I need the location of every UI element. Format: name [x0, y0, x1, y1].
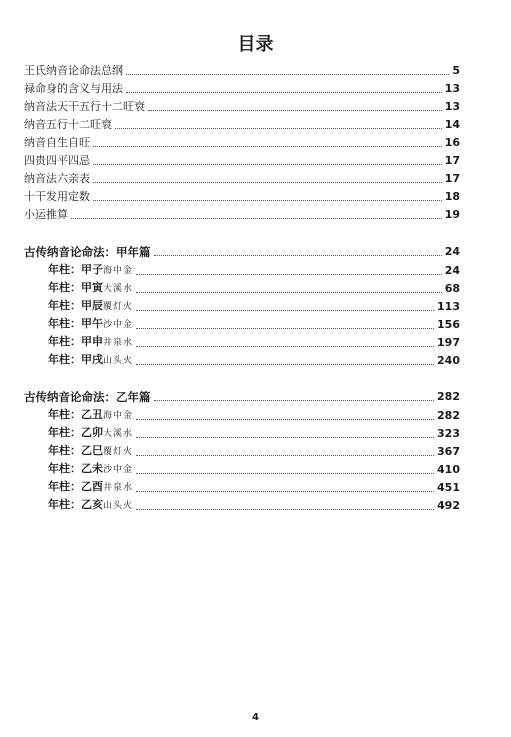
toc-entry[interactable] [24, 64, 460, 78]
toc-entry[interactable] [24, 172, 460, 186]
toc-subentry[interactable] [48, 354, 460, 368]
leader-dots [93, 182, 442, 183]
toc-entry-label: 禄命身的含义与用法 [24, 82, 123, 95]
toc-entry[interactable] [24, 190, 460, 204]
leader-dots [136, 491, 434, 492]
section-label: 古传纳音论命法：甲年篇 [24, 245, 151, 259]
subentry-page: 113 [437, 300, 460, 313]
leader-dots [148, 110, 442, 111]
toc-entry-label: 四贵四平四忌 [24, 154, 90, 167]
subentry-label: 年柱：甲午沙中金 [48, 317, 134, 330]
leader-dots [136, 509, 434, 510]
toc-subentry[interactable] [48, 318, 460, 332]
leader-dots [115, 128, 442, 129]
leader-dots [126, 92, 442, 93]
subentry-page: 197 [437, 336, 460, 349]
leader-dots [136, 473, 434, 474]
toc-entry-label: 王氏纳音论命法总纲 [24, 64, 123, 77]
footer-page-number: 4 [252, 712, 259, 723]
subentry-label: 年柱：甲申井泉水 [48, 335, 134, 348]
subentry-label: 年柱：乙卯大溪水 [48, 426, 134, 439]
leader-dots [154, 400, 435, 401]
toc-entry-page: 13 [444, 82, 460, 95]
subentry-page: 492 [437, 499, 460, 512]
leader-dots [71, 218, 442, 219]
toc-entry-page: 5 [452, 64, 460, 77]
subentry-label: 年柱：甲辰覆灯火 [48, 299, 134, 312]
toc-entry-page: 16 [444, 136, 460, 149]
subentry-page: 68 [444, 282, 460, 295]
leader-dots [136, 274, 442, 275]
toc-entry-page: 13 [444, 100, 460, 113]
toc-subentry[interactable] [48, 300, 460, 314]
toc-entry[interactable] [24, 82, 460, 96]
leader-dots [136, 364, 434, 365]
toc-entry-page: 17 [444, 154, 460, 167]
page-title: 目录 [237, 34, 274, 55]
section-page: 282 [437, 390, 460, 403]
toc-subentry[interactable] [48, 409, 460, 423]
toc-entry[interactable] [24, 118, 460, 132]
toc-entry-label: 小运推算 [24, 208, 68, 221]
subentry-page: 451 [437, 481, 460, 494]
subentry-label: 年柱：乙未沙中金 [48, 462, 134, 475]
subentry-page: 240 [437, 354, 460, 367]
toc-entry[interactable] [24, 154, 460, 168]
toc-section-heading[interactable] [24, 245, 460, 259]
toc-subentry[interactable] [48, 463, 460, 477]
subentry-label: 年柱：甲子海中金 [48, 263, 134, 276]
toc-subentry[interactable] [48, 481, 460, 495]
toc-entry[interactable] [24, 136, 460, 150]
toc-entry[interactable] [24, 100, 460, 114]
leader-dots [93, 164, 442, 165]
leader-dots [136, 328, 434, 329]
subentry-page: 156 [437, 318, 460, 331]
subentry-label: 年柱：甲寅大溪水 [48, 281, 134, 294]
toc-entry-label: 纳音法六亲表 [24, 172, 90, 185]
leader-dots [136, 346, 434, 347]
toc-subentry[interactable] [48, 282, 460, 296]
section-label: 古传纳音论命法：乙年篇 [24, 390, 151, 404]
toc-section-heading[interactable] [24, 390, 460, 404]
toc-subentry[interactable] [48, 336, 460, 350]
subentry-page: 282 [437, 409, 460, 422]
subentry-label: 年柱：乙丑海中金 [48, 408, 134, 421]
subentry-page: 410 [437, 463, 460, 476]
leader-dots [136, 455, 434, 456]
leader-dots [136, 292, 442, 293]
toc-entry-label: 十干发用定数 [24, 190, 90, 203]
subentry-label: 年柱：乙亥山头火 [48, 498, 134, 511]
leader-dots [136, 437, 434, 438]
toc-entry-page: 18 [444, 190, 460, 203]
leader-dots [136, 310, 434, 311]
toc-entry-label: 纳音法天干五行十二旺衰 [24, 100, 145, 113]
section-page: 24 [444, 245, 460, 258]
toc-entry-page: 17 [444, 172, 460, 185]
subentry-page: 24 [444, 264, 460, 277]
toc-entry-label: 纳音自生自旺 [24, 136, 90, 149]
leader-dots [93, 200, 442, 201]
leader-dots [126, 74, 449, 75]
subentry-label: 年柱：甲戌山头火 [48, 353, 134, 366]
subentry-page: 323 [437, 427, 460, 440]
subentry-label: 年柱：乙巳覆灯火 [48, 444, 134, 457]
subentry-label: 年柱：乙酉井泉水 [48, 480, 134, 493]
leader-dots [136, 419, 434, 420]
toc-entry-label: 纳音五行十二旺衰 [24, 118, 112, 131]
toc-entry[interactable] [24, 208, 460, 222]
toc-subentry[interactable] [48, 264, 460, 278]
toc-subentry[interactable] [48, 427, 460, 441]
toc-subentry[interactable] [48, 445, 460, 459]
toc-subentry[interactable] [48, 499, 460, 513]
leader-dots [154, 255, 442, 256]
toc-entry-page: 14 [444, 118, 460, 131]
subentry-page: 367 [437, 445, 460, 458]
toc-entry-page: 19 [444, 208, 460, 221]
leader-dots [93, 146, 442, 147]
